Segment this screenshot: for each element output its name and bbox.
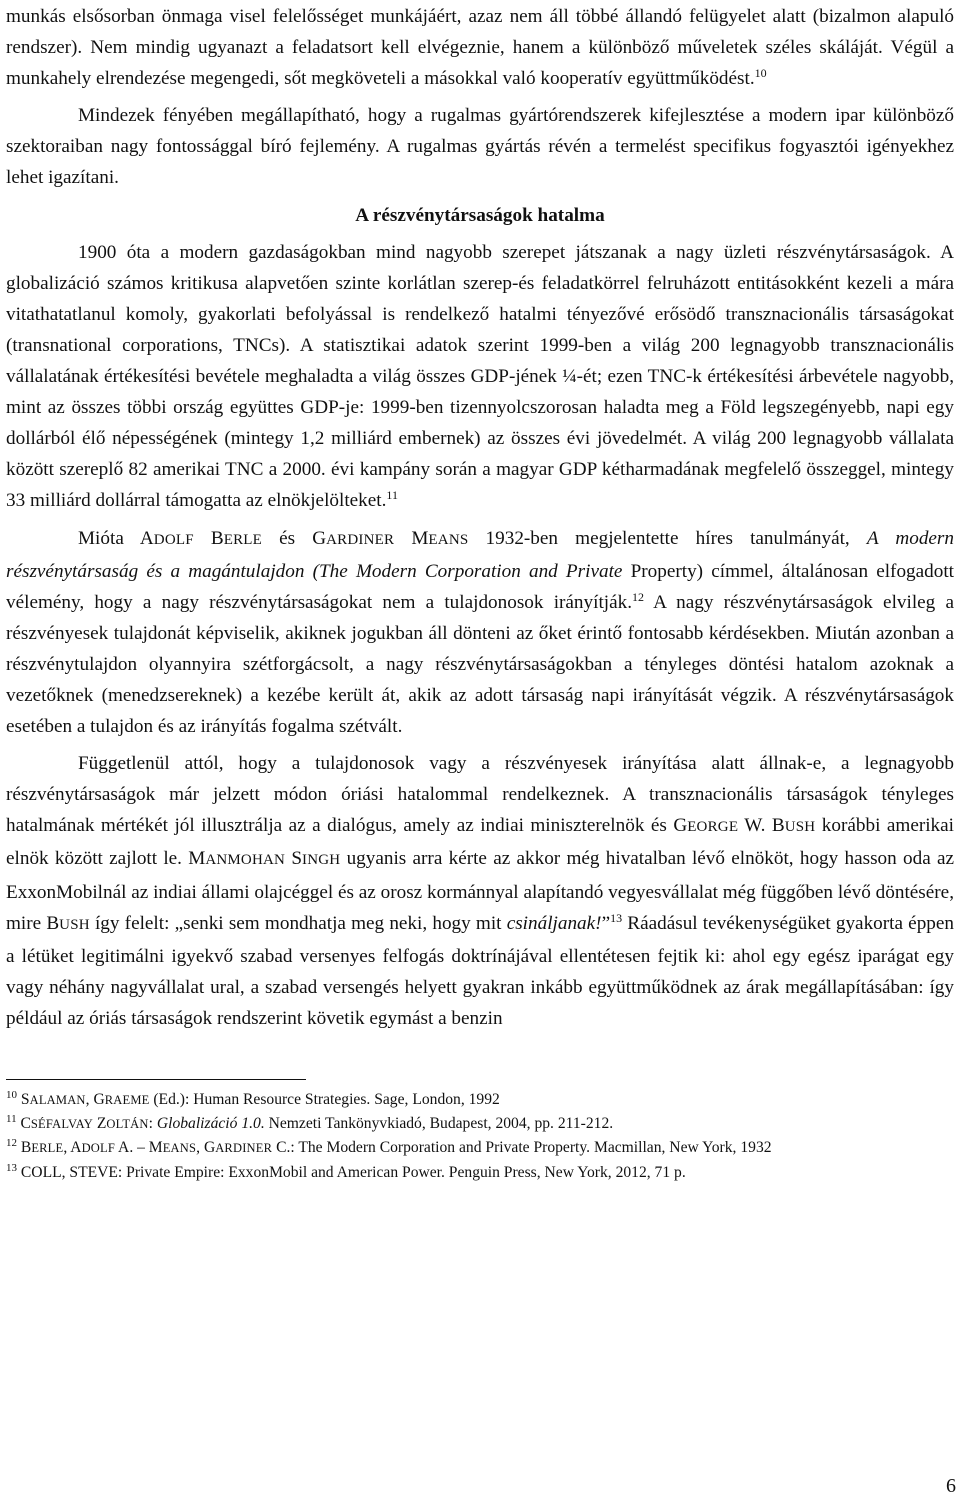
text-run: így felelt: „senki sem mondhatja meg neki, hogy mit bbox=[89, 912, 507, 934]
author-name-gardiner: GARDINER bbox=[312, 527, 395, 549]
text-run: A nagy részvénytársaságok elvileg a részvényesek tulajdonát képviselik, akiknek jogukban áll dönteni az őket érintő fontosabb kérdésekben. Miután azonban a részvénytulajdon olyannyira szétforgácsolt, a nagy részvénytársaságokban a tényleges döntési hatalom azoknak a vezetőknek (menedzsereknek) a kezébe került át, akik az adott társaság napi irányítását végzik. A részvénytársaságok esetében a tulajdon és az irányítás fogalma szétvált. bbox=[6, 591, 954, 738]
text-run: Mióta bbox=[78, 527, 140, 549]
paragraph-1 bbox=[6, 1, 954, 94]
person-name-manmohan-singh: MANMOHAN SINGH bbox=[188, 848, 341, 870]
footnote-number: 11 bbox=[6, 1113, 17, 1126]
paragraph-2 bbox=[6, 100, 954, 193]
footnote-ref-13[interactable]: 13 bbox=[610, 910, 623, 925]
text-run: és bbox=[262, 527, 313, 549]
footnote-title: Globalizáció 1.0. bbox=[156, 1115, 265, 1133]
footnote-text: C.: The Modern Corporation and Private Property. Macmillan, New York, 1932 bbox=[272, 1139, 772, 1157]
footnote-10: $^{10}$ SALAMAN, GRAEME (Ed.): Human Resource Strategies. Sage, London, 1992 bbox=[6, 1089, 500, 1108]
text-run: Függetlenül attól, hogy a tulajdonosok vagy a részvényesek irányítása alatt állnak-e, a legnagyobb részvénytársaságok már jelzett módon óriási hatalommal rendelkeznek. A transznacionális társaságok tényleges hatalmának mértékét jól illusztrálja az a dialógus, amely az indiai miniszterelnök és bbox=[6, 753, 954, 837]
author-name-berle: BERLE bbox=[210, 527, 263, 549]
text-run: Property) címmel, általánosan elfogadott vélemény, hogy a nagy részvénytársaságokat nem a tulajdonosok irányítják. bbox=[6, 560, 954, 613]
paragraph-text: Mindezek fényében megállapítható, hogy a rugalmas gyártórendszerek kifejlesztése a modern ipar különböző szektoraiban nagy fontossággal bíró fejlemény. A rugalmas gyártás révén a termelést specifikus fogyasztói igényekhez lehet igazítani. bbox=[6, 105, 954, 189]
footnote-ref-11[interactable]: 11 bbox=[386, 488, 398, 503]
footnote-text: COLL, STEVE: Private Empire: ExxonMobil and American Power. Penguin Press, New York, 2012, 71 p. bbox=[20, 1163, 686, 1181]
section-heading: A részvénytársaságok hatalma bbox=[355, 204, 605, 226]
book-title: A modern részvénytársaság és a magántulajdon (The Modern Corporation and Private bbox=[6, 527, 954, 582]
paragraph-5 bbox=[6, 748, 954, 1034]
paragraph-4 bbox=[6, 523, 954, 743]
footnote-11: $^{11}$ CSÉFALVAY ZOLTÁN: Globalizáció 1.0. Nemzeti Tankönyvkiadó, Budapest, 2004, pp. 211-212. bbox=[6, 1113, 614, 1133]
author-name-means: MEANS bbox=[411, 527, 469, 549]
footnote-text: (Ed.): Human Resource Strategies. Sage, London, 1992 bbox=[149, 1091, 500, 1108]
paragraph-3 bbox=[6, 237, 954, 517]
footnote-ref-12[interactable]: 12 bbox=[632, 589, 645, 604]
person-name-bush: BUSH bbox=[46, 912, 90, 934]
paragraph-text: munkás elsősorban önmaga visel felelősséget munkájáért, azaz nem áll többé állandó felügyelet alatt (bizalmon alapuló rendszer). Nem mindig ugyanazt a feladatsort kell elvégeznie, hanem a különböző műveletek széles skáláját. Végül a munkahely elrendezése megengedi, sőt megköveteli a másokkal való kooperatív együttműködést. bbox=[6, 6, 954, 90]
footnote-12: $^{12}$ BERLE, ADOLF A. – MEANS, GARDINER C.: The Modern Corporation and Private Property. Macmillan, New York, 1932 bbox=[6, 1137, 772, 1157]
footnote-13 bbox=[6, 1161, 954, 1184]
text-run: 1932-ben megjelentette híres tanulmányát, bbox=[468, 527, 867, 549]
footnote-number: 10 bbox=[6, 1089, 17, 1101]
text-run: ugyanis arra kérte az akkor még hivatalban lévő elnököt, hogy hasson oda az ExxonMobilnál az indiai állami olajcéggel és az orosz kormánnyal alapítandó vegyesvállalat még függőben lévő döntésére, mire bbox=[6, 848, 955, 934]
footnote-text: Nemzeti Tankönyvkiadó, Budapest, 2004, pp. 211-212. bbox=[264, 1115, 614, 1133]
footnote-text: : bbox=[148, 1115, 157, 1133]
footnote-number: 12 bbox=[6, 1137, 17, 1150]
footnote-ref-10[interactable]: 10 bbox=[754, 66, 767, 81]
footnote-number: 13 bbox=[6, 1161, 17, 1174]
author-name-adolf: ADOLF bbox=[139, 527, 194, 549]
page-number: 6 bbox=[946, 1475, 956, 1497]
text-run: ” bbox=[601, 912, 611, 934]
paragraph-text: 1900 óta a modern gazdaságokban mind nagyobb szerepet játszanak a nagy üzleti részvénytársaságok. A globalizáció számos kritikusa alapvetően szinte korlátlan szerep-és feladatkörrel felruházott entitásokként kezeli a mára vitathatatlanul komoly, gyakorlati befolyással is rendelkező hatalmi tényezővé erősödő transznacionális társaságokat (transnational corporations, TNCs). A statisztikai adatok szerint 1999-ben a világ 200 legnagyobb transznacionális vállalatának értékesítési bevétele meghaladta a világ összes GDP-jének ¼-ét; ezen TNC-k értékesítési árbevétele nagyobb, mint az összes többi ország együttes GDP-je: 1999-ben tizennyolcszorosan haladta meg a Föld legszegényebb, napi egy dollárból élő népességének (mintegy 1,2 milliárd embernek) az összes évi jövedelmét. A világ 200 legnagyobb vállalata között szereplő 82 amerikai TNC a 2000. évi kampány során a magyar GDP kétharmadának megfelelő összeggel, mintegy 33 milliárd dollárral támogatta az elnökjelölteket. bbox=[6, 241, 954, 512]
text-run: Ráadásul tevékenységüket gyakorta éppen a létüket legitimálni igyekvő szabad versenyes felfogás doktrínájával ellentétesen fejtik ki: ahol egy egész iparágat egy vagy néhány nagyvállalat ural, a szabad versengés helyett gyakran inkább együttműködnek az árak megállapításában: így például az óriás társaságok rendszerint követik egymást a benzin bbox=[6, 912, 954, 1029]
person-name-george-w-bush: GEORGE W. BUSH bbox=[673, 815, 816, 837]
document-page bbox=[6, 0, 954, 1184]
text-run: korábbi amerikai elnök között zajlott le. bbox=[6, 815, 954, 870]
quote-italic: csináljanak! bbox=[506, 912, 602, 934]
footnote-separator bbox=[6, 1079, 306, 1080]
